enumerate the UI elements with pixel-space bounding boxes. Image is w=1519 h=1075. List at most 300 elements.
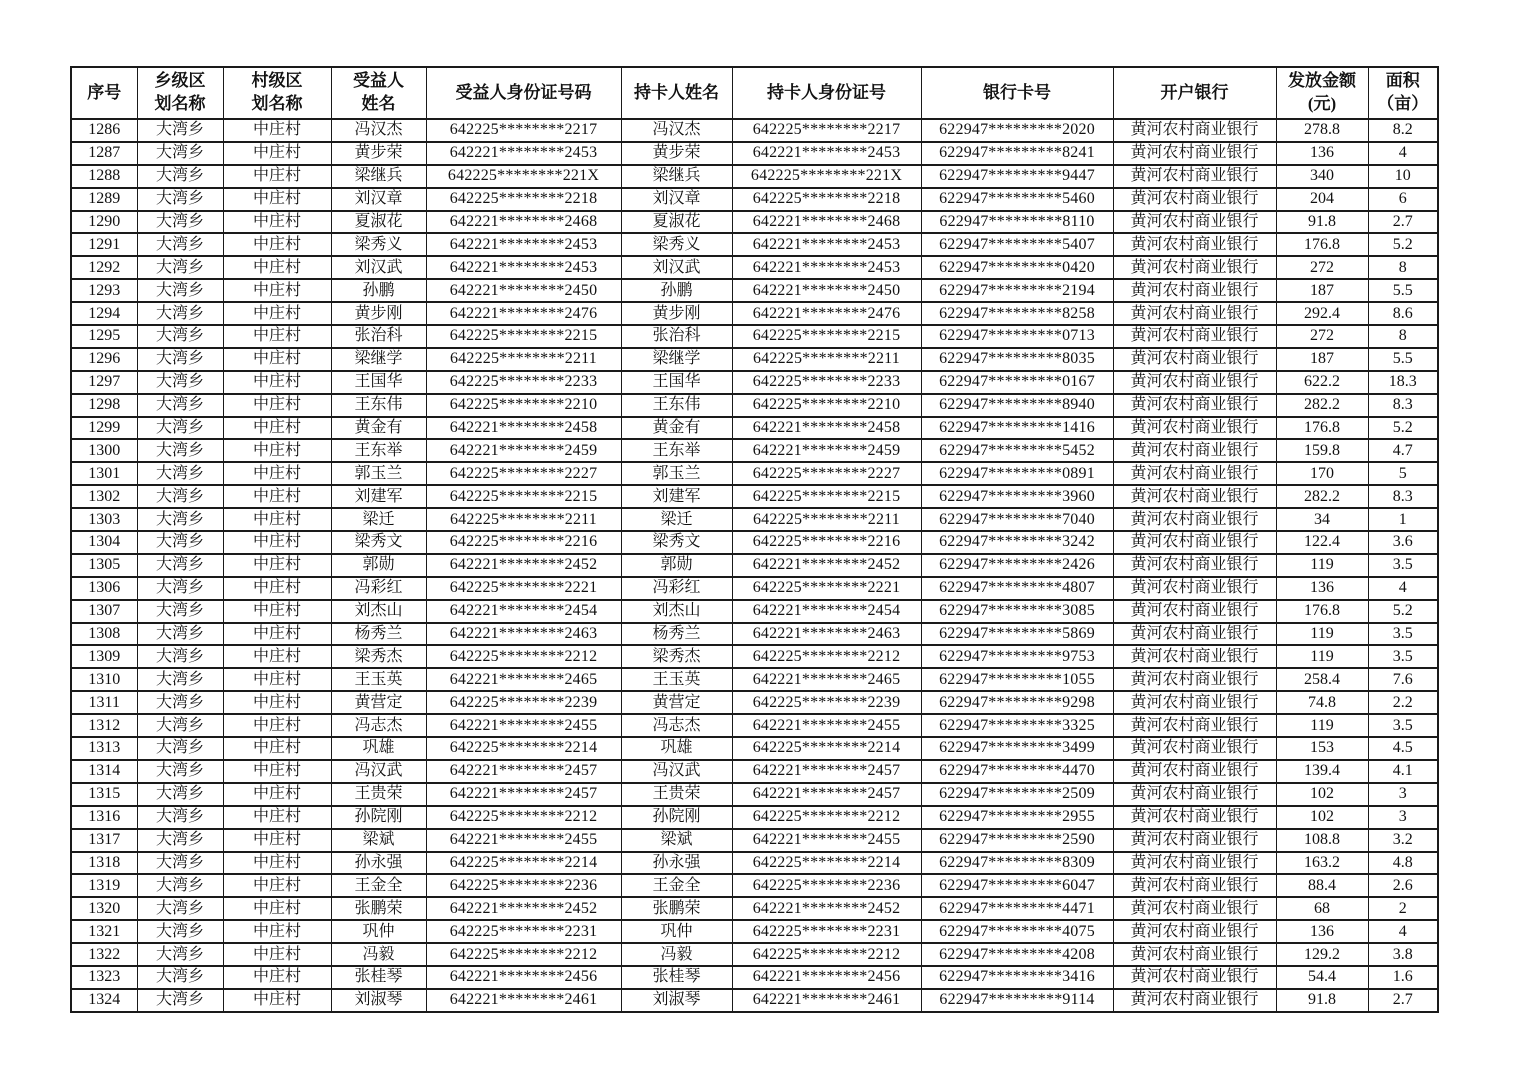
cell-beneficiary-id: 642225********2227 <box>426 462 621 485</box>
cell-cardholder-id: 642221********2457 <box>732 760 921 783</box>
col-header-serial: 序号 <box>71 67 137 119</box>
cell-township: 大湾乡 <box>137 165 223 188</box>
cell-beneficiary-id: 642221********2457 <box>426 760 621 783</box>
cell-beneficiary-id: 642221********2452 <box>426 554 621 577</box>
cell-bank-name: 黄河农村商业银行 <box>1113 783 1276 806</box>
cell-beneficiary-id: 642225********2236 <box>426 874 621 897</box>
cell-cardholder-id: 642221********2453 <box>732 256 921 279</box>
cell-cardholder-name: 孙院刚 <box>621 806 732 829</box>
cell-bank-name: 黄河农村商业银行 <box>1113 394 1276 417</box>
cell-township: 大湾乡 <box>137 554 223 577</box>
cell-cardholder-id: 642225********2239 <box>732 691 921 714</box>
header-row <box>71 67 1438 119</box>
cell-township: 大湾乡 <box>137 417 223 440</box>
cell-area-mu: 3.6 <box>1368 531 1438 554</box>
cell-serial: 1318 <box>71 852 137 875</box>
cell-township: 大湾乡 <box>137 783 223 806</box>
cell-area-mu: 5 <box>1368 462 1438 485</box>
cell-area-mu: 3 <box>1368 783 1438 806</box>
table-row <box>71 577 1438 600</box>
cell-serial: 1323 <box>71 966 137 989</box>
cell-beneficiary-name: 王贵荣 <box>331 783 426 806</box>
cell-bank-card-number: 622947*********7040 <box>921 508 1113 531</box>
cell-area-mu: 4 <box>1368 577 1438 600</box>
cell-bank-card-number: 622947*********3085 <box>921 600 1113 623</box>
cell-area-mu: 2.7 <box>1368 211 1438 234</box>
col-header-beneficiary-id: 受益人身份证号码 <box>426 67 621 119</box>
cell-bank-card-number: 622947*********2020 <box>921 119 1113 142</box>
col-header-cardholder-id: 持卡人身份证号 <box>732 67 921 119</box>
cell-beneficiary-id: 642225********221X <box>426 165 621 188</box>
cell-bank-name: 黄河农村商业银行 <box>1113 645 1276 668</box>
cell-bank-name: 黄河农村商业银行 <box>1113 439 1276 462</box>
cell-bank-name: 黄河农村商业银行 <box>1113 920 1276 943</box>
cell-amount-yuan: 136 <box>1276 920 1368 943</box>
cell-beneficiary-id: 642221********2457 <box>426 783 621 806</box>
cell-township: 大湾乡 <box>137 485 223 508</box>
cell-area-mu: 8.3 <box>1368 394 1438 417</box>
cell-cardholder-name: 夏淑花 <box>621 211 732 234</box>
cell-serial: 1301 <box>71 462 137 485</box>
cell-bank-name: 黄河农村商业银行 <box>1113 485 1276 508</box>
cell-cardholder-name: 刘杰山 <box>621 600 732 623</box>
cell-bank-name: 黄河农村商业银行 <box>1113 760 1276 783</box>
cell-bank-card-number: 622947*********5452 <box>921 439 1113 462</box>
cell-bank-card-number: 622947*********4470 <box>921 760 1113 783</box>
table-row <box>71 233 1438 256</box>
cell-township: 大湾乡 <box>137 668 223 691</box>
table-row <box>71 439 1438 462</box>
cell-beneficiary-name: 梁迁 <box>331 508 426 531</box>
cell-bank-name: 黄河农村商业银行 <box>1113 165 1276 188</box>
cell-serial: 1290 <box>71 211 137 234</box>
table-row <box>71 691 1438 714</box>
cell-amount-yuan: 139.4 <box>1276 760 1368 783</box>
table-row <box>71 920 1438 943</box>
cell-village: 中庄村 <box>223 508 331 531</box>
cell-township: 大湾乡 <box>137 142 223 165</box>
cell-serial: 1302 <box>71 485 137 508</box>
col-header-cardholder-name: 持卡人姓名 <box>621 67 732 119</box>
table-row <box>71 508 1438 531</box>
cell-beneficiary-name: 黄金有 <box>331 417 426 440</box>
cell-beneficiary-id: 642221********2461 <box>426 989 621 1012</box>
cell-cardholder-name: 刘淑琴 <box>621 989 732 1012</box>
cell-area-mu: 18.3 <box>1368 371 1438 394</box>
cell-township: 大湾乡 <box>137 714 223 737</box>
cell-bank-card-number: 622947*********4208 <box>921 943 1113 966</box>
table-row <box>71 371 1438 394</box>
table-row <box>71 554 1438 577</box>
cell-beneficiary-id: 642221********2458 <box>426 417 621 440</box>
cell-bank-card-number: 622947*********0167 <box>921 371 1113 394</box>
cell-area-mu: 10 <box>1368 165 1438 188</box>
cell-village: 中庄村 <box>223 691 331 714</box>
cell-cardholder-name: 王国华 <box>621 371 732 394</box>
cell-village: 中庄村 <box>223 600 331 623</box>
cell-bank-name: 黄河农村商业银行 <box>1113 188 1276 211</box>
cell-village: 中庄村 <box>223 989 331 1012</box>
cell-area-mu: 3.5 <box>1368 645 1438 668</box>
cell-bank-name: 黄河农村商业银行 <box>1113 989 1276 1012</box>
cell-village: 中庄村 <box>223 256 331 279</box>
cell-cardholder-id: 642225********2210 <box>732 394 921 417</box>
cell-amount-yuan: 119 <box>1276 554 1368 577</box>
cell-amount-yuan: 292.4 <box>1276 302 1368 325</box>
cell-cardholder-id: 642221********2461 <box>732 989 921 1012</box>
cell-beneficiary-id: 642221********2453 <box>426 256 621 279</box>
cell-bank-card-number: 622947*********9298 <box>921 691 1113 714</box>
cell-cardholder-id: 642221********2457 <box>732 783 921 806</box>
cell-beneficiary-id: 642221********2453 <box>426 142 621 165</box>
cell-bank-name: 黄河农村商业银行 <box>1113 897 1276 920</box>
cell-bank-name: 黄河农村商业银行 <box>1113 829 1276 852</box>
col-header-area-mu: 面积 （亩） <box>1368 67 1438 119</box>
cell-cardholder-id: 642225********2217 <box>732 119 921 142</box>
cell-beneficiary-id: 642221********2455 <box>426 714 621 737</box>
cell-village: 中庄村 <box>223 737 331 760</box>
cell-beneficiary-name: 刘汉武 <box>331 256 426 279</box>
cell-bank-card-number: 622947*********3242 <box>921 531 1113 554</box>
cell-bank-name: 黄河农村商业银行 <box>1113 874 1276 897</box>
cell-amount-yuan: 129.2 <box>1276 943 1368 966</box>
cell-township: 大湾乡 <box>137 577 223 600</box>
cell-cardholder-name: 黄金有 <box>621 417 732 440</box>
cell-amount-yuan: 258.4 <box>1276 668 1368 691</box>
cell-amount-yuan: 622.2 <box>1276 371 1368 394</box>
col-header-beneficiary-name: 受益人 姓名 <box>331 67 426 119</box>
cell-cardholder-id: 642221********2453 <box>732 233 921 256</box>
cell-bank-card-number: 622947*********0891 <box>921 462 1113 485</box>
cell-cardholder-name: 刘汉武 <box>621 256 732 279</box>
cell-beneficiary-name: 黄营定 <box>331 691 426 714</box>
cell-bank-card-number: 622947*********2509 <box>921 783 1113 806</box>
cell-beneficiary-name: 梁秀杰 <box>331 645 426 668</box>
cell-bank-card-number: 622947*********8309 <box>921 852 1113 875</box>
cell-beneficiary-name: 郭玉兰 <box>331 462 426 485</box>
cell-bank-card-number: 622947*********3960 <box>921 485 1113 508</box>
cell-bank-name: 黄河农村商业银行 <box>1113 371 1276 394</box>
cell-cardholder-name: 郭勋 <box>621 554 732 577</box>
cell-area-mu: 5.2 <box>1368 600 1438 623</box>
cell-amount-yuan: 102 <box>1276 806 1368 829</box>
cell-cardholder-id: 642221********2458 <box>732 417 921 440</box>
cell-serial: 1288 <box>71 165 137 188</box>
cell-village: 中庄村 <box>223 897 331 920</box>
cell-serial: 1308 <box>71 623 137 646</box>
cell-cardholder-name: 张治科 <box>621 325 732 348</box>
cell-area-mu: 2.7 <box>1368 989 1438 1012</box>
cell-beneficiary-id: 642225********2210 <box>426 394 621 417</box>
cell-bank-name: 黄河农村商业银行 <box>1113 623 1276 646</box>
cell-bank-name: 黄河农村商业银行 <box>1113 577 1276 600</box>
col-header-amount-yuan: 发放金额 (元) <box>1276 67 1368 119</box>
cell-bank-card-number: 622947*********2955 <box>921 806 1113 829</box>
cell-village: 中庄村 <box>223 714 331 737</box>
cell-cardholder-name: 王东伟 <box>621 394 732 417</box>
cell-bank-card-number: 622947*********3499 <box>921 737 1113 760</box>
cell-area-mu: 6 <box>1368 188 1438 211</box>
cell-cardholder-name: 梁继学 <box>621 348 732 371</box>
cell-bank-card-number: 622947*********0713 <box>921 325 1113 348</box>
cell-village: 中庄村 <box>223 806 331 829</box>
cell-beneficiary-id: 642225********2211 <box>426 348 621 371</box>
cell-township: 大湾乡 <box>137 233 223 256</box>
cell-cardholder-id: 642225********221X <box>732 165 921 188</box>
cell-serial: 1322 <box>71 943 137 966</box>
cell-serial: 1292 <box>71 256 137 279</box>
table-row <box>71 600 1438 623</box>
cell-bank-name: 黄河农村商业银行 <box>1113 531 1276 554</box>
cell-cardholder-id: 642225********2233 <box>732 371 921 394</box>
cell-cardholder-name: 冯毅 <box>621 943 732 966</box>
cell-amount-yuan: 119 <box>1276 623 1368 646</box>
cell-village: 中庄村 <box>223 623 331 646</box>
table-row <box>71 806 1438 829</box>
cell-area-mu: 3.5 <box>1368 554 1438 577</box>
cell-township: 大湾乡 <box>137 211 223 234</box>
cell-serial: 1319 <box>71 874 137 897</box>
cell-amount-yuan: 204 <box>1276 188 1368 211</box>
cell-township: 大湾乡 <box>137 966 223 989</box>
table-row <box>71 783 1438 806</box>
cell-amount-yuan: 278.8 <box>1276 119 1368 142</box>
cell-beneficiary-name: 巩雄 <box>331 737 426 760</box>
cell-beneficiary-id: 642225********2218 <box>426 188 621 211</box>
col-header-village: 村级区 划名称 <box>223 67 331 119</box>
cell-township: 大湾乡 <box>137 371 223 394</box>
cell-township: 大湾乡 <box>137 623 223 646</box>
cell-township: 大湾乡 <box>137 829 223 852</box>
cell-area-mu: 3.5 <box>1368 623 1438 646</box>
cell-township: 大湾乡 <box>137 279 223 302</box>
cell-area-mu: 4.5 <box>1368 737 1438 760</box>
cell-area-mu: 5.5 <box>1368 348 1438 371</box>
cell-area-mu: 2.6 <box>1368 874 1438 897</box>
cell-serial: 1303 <box>71 508 137 531</box>
table-header <box>71 67 1438 119</box>
cell-beneficiary-name: 刘淑琴 <box>331 989 426 1012</box>
cell-serial: 1316 <box>71 806 137 829</box>
cell-area-mu: 7.6 <box>1368 668 1438 691</box>
cell-beneficiary-id: 642221********2454 <box>426 600 621 623</box>
cell-bank-name: 黄河农村商业银行 <box>1113 462 1276 485</box>
cell-township: 大湾乡 <box>137 852 223 875</box>
cell-beneficiary-name: 夏淑花 <box>331 211 426 234</box>
cell-beneficiary-id: 642225********2221 <box>426 577 621 600</box>
cell-bank-name: 黄河农村商业银行 <box>1113 714 1276 737</box>
cell-beneficiary-id: 642225********2217 <box>426 119 621 142</box>
cell-serial: 1289 <box>71 188 137 211</box>
cell-village: 中庄村 <box>223 920 331 943</box>
table-row <box>71 623 1438 646</box>
cell-bank-card-number: 622947*********4075 <box>921 920 1113 943</box>
cell-cardholder-name: 梁秀义 <box>621 233 732 256</box>
cell-bank-card-number: 622947*********2590 <box>921 829 1113 852</box>
cell-cardholder-name: 黄步荣 <box>621 142 732 165</box>
cell-bank-name: 黄河农村商业银行 <box>1113 554 1276 577</box>
cell-serial: 1286 <box>71 119 137 142</box>
cell-bank-name: 黄河农村商业银行 <box>1113 256 1276 279</box>
cell-village: 中庄村 <box>223 577 331 600</box>
cell-bank-name: 黄河农村商业银行 <box>1113 668 1276 691</box>
cell-cardholder-id: 642225********2212 <box>732 943 921 966</box>
cell-serial: 1317 <box>71 829 137 852</box>
cell-area-mu: 8.2 <box>1368 119 1438 142</box>
cell-cardholder-name: 王金全 <box>621 874 732 897</box>
cell-cardholder-id: 642225********2211 <box>732 508 921 531</box>
cell-amount-yuan: 136 <box>1276 577 1368 600</box>
cell-bank-card-number: 622947*********9114 <box>921 989 1113 1012</box>
cell-cardholder-id: 642225********2231 <box>732 920 921 943</box>
cell-bank-name: 黄河农村商业银行 <box>1113 348 1276 371</box>
cell-cardholder-id: 642225********2212 <box>732 806 921 829</box>
cell-serial: 1298 <box>71 394 137 417</box>
cell-serial: 1299 <box>71 417 137 440</box>
cell-township: 大湾乡 <box>137 462 223 485</box>
table-row <box>71 325 1438 348</box>
table-body <box>71 119 1438 1012</box>
cell-cardholder-id: 642225********2211 <box>732 348 921 371</box>
cell-cardholder-id: 642225********2227 <box>732 462 921 485</box>
cell-cardholder-name: 孙永强 <box>621 852 732 875</box>
cell-bank-card-number: 622947*********2426 <box>921 554 1113 577</box>
cell-village: 中庄村 <box>223 462 331 485</box>
cell-cardholder-id: 642225********2215 <box>732 325 921 348</box>
cell-serial: 1307 <box>71 600 137 623</box>
cell-amount-yuan: 187 <box>1276 279 1368 302</box>
cell-cardholder-id: 642221********2454 <box>732 600 921 623</box>
cell-amount-yuan: 272 <box>1276 325 1368 348</box>
cell-cardholder-id: 642221********2452 <box>732 897 921 920</box>
cell-bank-card-number: 622947*********9753 <box>921 645 1113 668</box>
cell-bank-name: 黄河农村商业银行 <box>1113 119 1276 142</box>
cell-bank-card-number: 622947*********4471 <box>921 897 1113 920</box>
cell-serial: 1305 <box>71 554 137 577</box>
cell-bank-card-number: 622947*********6047 <box>921 874 1113 897</box>
cell-beneficiary-id: 642221********2456 <box>426 966 621 989</box>
cell-bank-name: 黄河农村商业银行 <box>1113 233 1276 256</box>
cell-village: 中庄村 <box>223 943 331 966</box>
cell-beneficiary-name: 张治科 <box>331 325 426 348</box>
cell-village: 中庄村 <box>223 188 331 211</box>
cell-amount-yuan: 108.8 <box>1276 829 1368 852</box>
table-row <box>71 943 1438 966</box>
cell-cardholder-name: 张鹏荣 <box>621 897 732 920</box>
cell-beneficiary-name: 刘建军 <box>331 485 426 508</box>
cell-cardholder-name: 张桂琴 <box>621 966 732 989</box>
cell-amount-yuan: 163.2 <box>1276 852 1368 875</box>
table-row <box>71 394 1438 417</box>
cell-township: 大湾乡 <box>137 302 223 325</box>
cell-cardholder-id: 642221********2450 <box>732 279 921 302</box>
cell-village: 中庄村 <box>223 142 331 165</box>
cell-cardholder-name: 王贵荣 <box>621 783 732 806</box>
cell-township: 大湾乡 <box>137 943 223 966</box>
cell-beneficiary-id: 642221********2450 <box>426 279 621 302</box>
cell-area-mu: 5.2 <box>1368 417 1438 440</box>
cell-cardholder-name: 冯汉杰 <box>621 119 732 142</box>
cell-serial: 1315 <box>71 783 137 806</box>
cell-village: 中庄村 <box>223 119 331 142</box>
table-row <box>71 989 1438 1012</box>
table-row <box>71 874 1438 897</box>
table-row <box>71 142 1438 165</box>
cell-amount-yuan: 88.4 <box>1276 874 1368 897</box>
table-row <box>71 348 1438 371</box>
cell-bank-name: 黄河农村商业银行 <box>1113 417 1276 440</box>
cell-village: 中庄村 <box>223 852 331 875</box>
cell-cardholder-name: 巩仲 <box>621 920 732 943</box>
cell-beneficiary-id: 642221********2455 <box>426 829 621 852</box>
cell-beneficiary-name: 梁秀义 <box>331 233 426 256</box>
cell-bank-card-number: 622947*********8241 <box>921 142 1113 165</box>
cell-village: 中庄村 <box>223 783 331 806</box>
cell-amount-yuan: 91.8 <box>1276 211 1368 234</box>
cell-cardholder-id: 642221********2476 <box>732 302 921 325</box>
table-row <box>71 852 1438 875</box>
cell-village: 中庄村 <box>223 439 331 462</box>
cell-beneficiary-id: 642225********2215 <box>426 485 621 508</box>
cell-beneficiary-id: 642225********2239 <box>426 691 621 714</box>
cell-beneficiary-name: 巩仲 <box>331 920 426 943</box>
cell-serial: 1295 <box>71 325 137 348</box>
cell-township: 大湾乡 <box>137 897 223 920</box>
cell-beneficiary-name: 冯汉杰 <box>331 119 426 142</box>
cell-beneficiary-id: 642221********2463 <box>426 623 621 646</box>
cell-amount-yuan: 187 <box>1276 348 1368 371</box>
table-row <box>71 462 1438 485</box>
cell-amount-yuan: 102 <box>1276 783 1368 806</box>
cell-beneficiary-id: 642221********2453 <box>426 233 621 256</box>
cell-bank-name: 黄河农村商业银行 <box>1113 508 1276 531</box>
cell-cardholder-id: 642221********2465 <box>732 668 921 691</box>
cell-beneficiary-name: 王金全 <box>331 874 426 897</box>
cell-cardholder-id: 642225********2221 <box>732 577 921 600</box>
cell-township: 大湾乡 <box>137 394 223 417</box>
cell-cardholder-id: 642221********2455 <box>732 714 921 737</box>
cell-cardholder-name: 孙鹏 <box>621 279 732 302</box>
cell-bank-card-number: 622947*********8110 <box>921 211 1113 234</box>
cell-village: 中庄村 <box>223 966 331 989</box>
cell-serial: 1312 <box>71 714 137 737</box>
cell-bank-card-number: 622947*********8258 <box>921 302 1113 325</box>
cell-beneficiary-id: 642225********2216 <box>426 531 621 554</box>
cell-township: 大湾乡 <box>137 737 223 760</box>
cell-cardholder-name: 郭玉兰 <box>621 462 732 485</box>
cell-amount-yuan: 54.4 <box>1276 966 1368 989</box>
table-row <box>71 417 1438 440</box>
cell-serial: 1306 <box>71 577 137 600</box>
cell-area-mu: 3 <box>1368 806 1438 829</box>
cell-amount-yuan: 153 <box>1276 737 1368 760</box>
cell-cardholder-id: 642221********2456 <box>732 966 921 989</box>
cell-beneficiary-name: 冯毅 <box>331 943 426 966</box>
cell-beneficiary-name: 张桂琴 <box>331 966 426 989</box>
cell-village: 中庄村 <box>223 760 331 783</box>
cell-amount-yuan: 68 <box>1276 897 1368 920</box>
cell-bank-card-number: 622947*********8940 <box>921 394 1113 417</box>
cell-township: 大湾乡 <box>137 989 223 1012</box>
cell-amount-yuan: 74.8 <box>1276 691 1368 714</box>
table-row <box>71 737 1438 760</box>
cell-beneficiary-name: 孙永强 <box>331 852 426 875</box>
cell-beneficiary-id: 642225********2211 <box>426 508 621 531</box>
cell-village: 中庄村 <box>223 417 331 440</box>
cell-area-mu: 2.2 <box>1368 691 1438 714</box>
cell-bank-card-number: 622947*********8035 <box>921 348 1113 371</box>
cell-cardholder-name: 黄步刚 <box>621 302 732 325</box>
